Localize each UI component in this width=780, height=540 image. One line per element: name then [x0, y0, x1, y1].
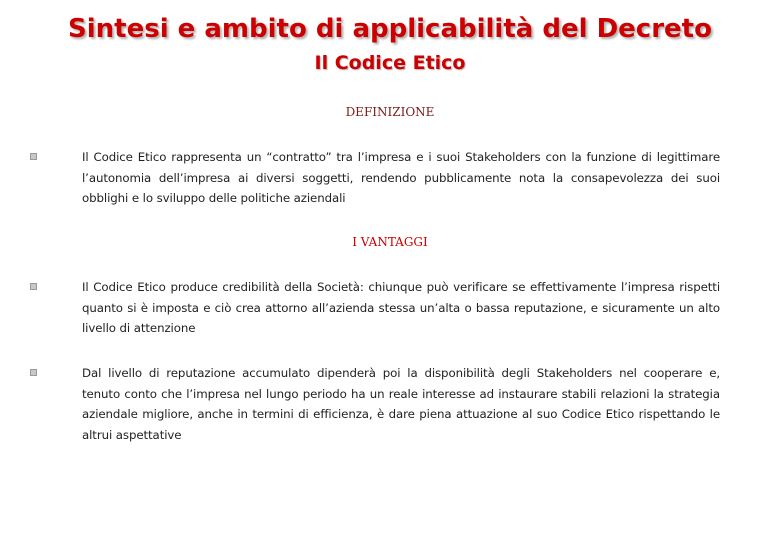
square-bullet-icon: [30, 153, 37, 160]
definition-heading: DEFINIZIONE: [345, 105, 435, 119]
slide-subtitle: Il Codice Etico: [314, 52, 466, 74]
advantage-bullet-text: Il Codice Etico produce credibilità della Società: chiunque può verificare se effettivamente l’impresa rispetti quanto si è imposta e ciò crea attorno all’azienda stessa un’alta o bassa reputazione, e sicuramente un alto livello di attenzione: [82, 280, 720, 335]
definition-bullet-text: Il Codice Etico rappresenta un “contratto” tra l’impresa e i suoi Stakeholders con la funzione di legittimare l’autonomia dell’impresa ai diversi soggetti, rendendo pubblicamente nota la consapevolezza dei suoi obblighi e lo sviluppo delle politiche aziendali: [82, 150, 720, 205]
advantages-heading: I VANTAGGI: [352, 235, 428, 249]
advantage-bullet-credibility: [30, 277, 720, 339]
advantage-bullet-text: Dal livello di reputazione accumulato dipenderà poi la disponibilità degli Stakeholders nel cooperare e, tenuto conto che l’impresa nel lungo periodo ha un reale interesse ad instaurare stabili relazioni la strategia aziendale migliore, anche in termini di efficienza, è dare piena attuazione al suo Codice Etico rispettando le altrui aspettative: [82, 366, 720, 442]
slide-title: Sintesi e ambito di applicabilità del Decreto: [68, 14, 712, 44]
square-bullet-icon: [30, 283, 37, 290]
definition-bullet: [30, 147, 720, 209]
advantage-bullet-reputation: [30, 363, 720, 445]
square-bullet-icon: [30, 369, 37, 376]
